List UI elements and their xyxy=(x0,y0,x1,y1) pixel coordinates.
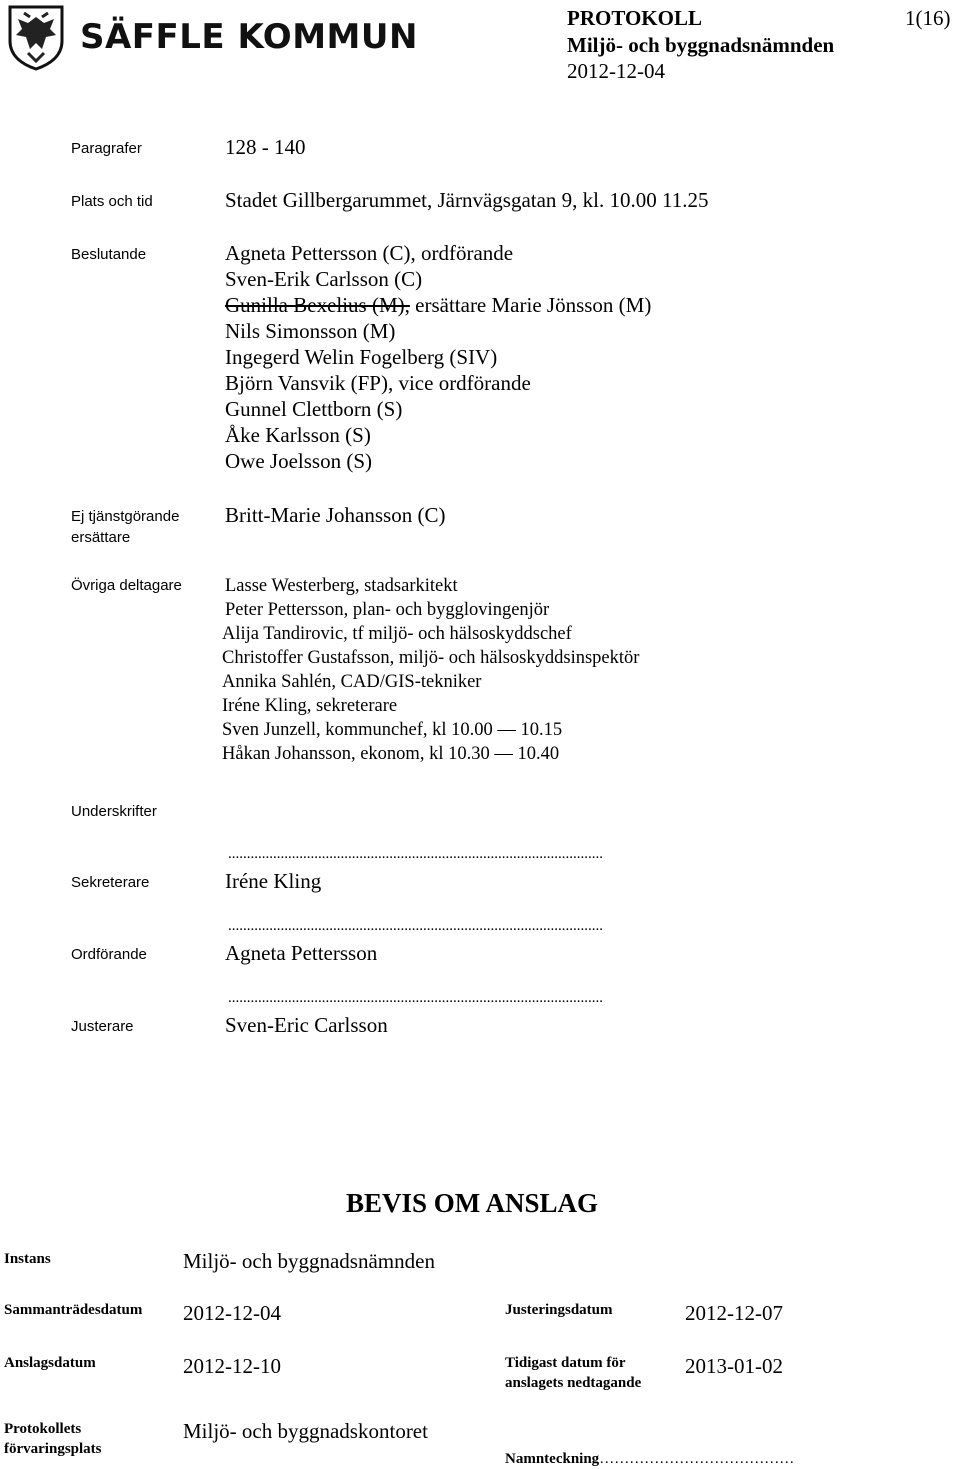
sekreterare-label: Sekreterare xyxy=(71,874,150,891)
member-line: Björn Vansvik (FP), vice ordförande xyxy=(225,371,531,395)
namnteckning-line xyxy=(505,1449,794,1469)
ordforande-name: Agneta Pettersson xyxy=(225,941,378,965)
paragrafer-value: 128 - 140 xyxy=(225,135,306,159)
signature-line: .................................................................................................... xyxy=(228,918,603,934)
underskrifter-heading: Underskrifter xyxy=(71,803,157,820)
participant-line: Håkan Johansson, ekonom, kl 10.30 — 10.40 xyxy=(222,744,560,764)
beslutande-label: Beslutande xyxy=(71,246,147,263)
member-line: Åke Karlsson (S) xyxy=(225,423,371,447)
instans-label: Instans xyxy=(4,1251,51,1267)
ej-tjanstgorande-label: Ej tjänstgörande xyxy=(71,508,180,525)
signature-line: .................................................................................................... xyxy=(228,846,603,862)
participant-line: Sven Junzell, kommunchef, kl 10.00 — 10.15 xyxy=(222,720,563,740)
participant-line: Alija Tandirovic, tf miljö- och hälsoskyddschef xyxy=(222,624,572,644)
instans-value: Miljö- och byggnadsnämnden xyxy=(183,1249,435,1273)
member-line: Agneta Pettersson (C), ordförande xyxy=(225,241,514,265)
substitute-member: ersättare Marie Jönsson (M) xyxy=(409,293,652,317)
participant-line: Iréne Kling, sekreterare xyxy=(222,696,398,716)
tidigast-value: 2013-01-02 xyxy=(685,1354,783,1378)
member-line: Ingegerd Welin Fogelberg (SIV) xyxy=(225,345,498,369)
meeting-date: 2012-12-04 xyxy=(567,59,665,83)
tidigast-label-line2: anslagets nedtagande xyxy=(505,1375,642,1391)
ovriga-label: Övriga deltagare xyxy=(71,577,182,594)
struck-member: Gunilla Bexelius (M), xyxy=(225,293,410,317)
municipality-coat-of-arms xyxy=(6,3,66,71)
forvaring-value: Miljö- och byggnadskontoret xyxy=(183,1419,428,1443)
plats-label: Plats och tid xyxy=(71,193,153,210)
committee-name: Miljö- och byggnadsnämnden xyxy=(567,33,835,57)
tidigast-label-line1: Tidigast datum för xyxy=(505,1355,626,1371)
paragrafer-label: Paragrafer xyxy=(71,140,142,157)
ordforande-label: Ordförande xyxy=(71,946,147,963)
ej-tjanstgorande-value: Britt-Marie Johansson (C) xyxy=(225,503,446,527)
justerare-name: Sven-Eric Carlsson xyxy=(225,1013,388,1037)
page-number: 1(16) xyxy=(905,6,951,30)
participant-line: Annika Sahlén, CAD/GIS-tekniker xyxy=(222,672,482,692)
member-line-substitution xyxy=(225,292,651,318)
signature-line: .................................................................................................... xyxy=(228,990,603,1006)
forvaring-label-line1: Protokollets xyxy=(4,1421,82,1437)
member-line: Owe Joelsson (S) xyxy=(225,449,372,473)
municipality-name: SÄFFLE KOMMUN xyxy=(80,17,418,57)
justeringsdatum-value: 2012-12-07 xyxy=(685,1301,783,1325)
anslagsdatum-value: 2012-12-10 xyxy=(183,1354,281,1378)
sammantradesdatum-value: 2012-12-04 xyxy=(183,1301,281,1325)
ersattare-label: ersättare xyxy=(71,529,131,546)
namnteckning-dots: ………………………………… xyxy=(599,1451,795,1467)
plats-value: Stadet Gillbergarummet, Järnvägsgatan 9, kl. 10.00 11.25 xyxy=(225,188,709,212)
participant-line: Lasse Westerberg, stadsarkitekt xyxy=(225,576,458,596)
namnteckning-label: Namnteckning xyxy=(505,1451,600,1467)
member-line: Sven-Erik Carlsson (C) xyxy=(225,267,423,291)
member-line: Nils Simonsson (M) xyxy=(225,319,396,343)
anslag-title: BEVIS OM ANSLAG xyxy=(346,1188,599,1218)
document-type: PROTOKOLL xyxy=(567,6,702,30)
sammantradesdatum-label: Sammanträdesdatum xyxy=(4,1302,143,1318)
participant-line: Peter Pettersson, plan- och bygglovingenjör xyxy=(225,600,550,620)
member-line: Gunnel Clettborn (S) xyxy=(225,397,403,421)
anslagsdatum-label: Anslagsdatum xyxy=(4,1355,96,1371)
participant-line: Christoffer Gustafsson, miljö- och hälsoskyddsinspektör xyxy=(222,648,640,668)
justeringsdatum-label: Justeringsdatum xyxy=(505,1302,613,1318)
justerare-label: Justerare xyxy=(71,1018,134,1035)
sekreterare-name: Iréne Kling xyxy=(225,869,322,893)
forvaring-label-line2: förvaringsplats xyxy=(4,1441,102,1457)
